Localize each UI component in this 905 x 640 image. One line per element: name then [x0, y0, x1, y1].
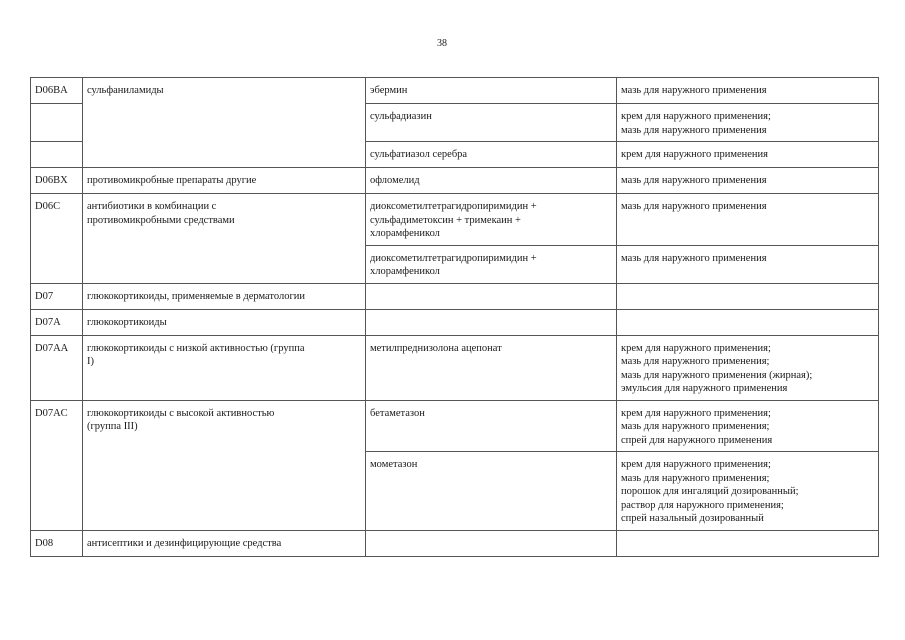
page-number: 38 — [437, 38, 447, 49]
forms-cell: крем для наружного применения; мазь для наружного применения; порошок для ингаляций дозированный; раствор для наружного применения; спрей назальный дозированный — [617, 452, 879, 531]
drug-cell — [366, 530, 617, 556]
forms-cell — [617, 530, 879, 556]
group-cell: глюкокортикоиды с высокой активностью (группа III) — [83, 400, 366, 530]
drug-cell: бетаметазон — [366, 400, 617, 452]
forms-cell: крем для наружного применения; мазь для наружного применения; спрей для наружного применения — [617, 400, 879, 452]
forms-cell: мазь для наружного применения — [617, 194, 879, 246]
forms-cell: крем для наружного применения; мазь для наружного применения — [617, 104, 879, 142]
drug-cell — [366, 283, 617, 309]
group-cell: антибиотики в комбинации с противомикробными средствами — [83, 194, 366, 284]
drug-cell: диоксометилтетрагидропиримидин + хлорамфеникол — [366, 245, 617, 283]
drug-cell: офломелид — [366, 168, 617, 194]
table-row — [31, 530, 879, 556]
atc-code-cell: D07AC — [31, 400, 83, 530]
group-cell: сульфаниламиды — [83, 78, 366, 168]
atc-code-cell: D07A — [31, 309, 83, 335]
drug-cell — [366, 309, 617, 335]
atc-code-cell: D07 — [31, 283, 83, 309]
forms-cell: мазь для наружного применения — [617, 78, 879, 104]
group-cell: глюкокортикоиды — [83, 309, 366, 335]
drug-cell: метилпреднизолона ацепонат — [366, 335, 617, 400]
group-cell: противомикробные препараты другие — [83, 168, 366, 194]
table-row — [31, 335, 879, 400]
group-cell: глюкокортикоиды с низкой активностью (группа I) — [83, 335, 366, 400]
drug-cell: мометазон — [366, 452, 617, 531]
atc-code-cell: D06BX — [31, 168, 83, 194]
forms-cell — [617, 309, 879, 335]
forms-cell: мазь для наружного применения — [617, 245, 879, 283]
atc-code-cell: D07AA — [31, 335, 83, 400]
forms-cell — [617, 283, 879, 309]
drug-table — [30, 77, 879, 557]
table-row — [31, 400, 879, 452]
forms-cell: мазь для наружного применения — [617, 168, 879, 194]
table-row — [31, 78, 879, 104]
atc-code-cell — [31, 142, 83, 168]
table-row — [31, 168, 879, 194]
forms-cell: крем для наружного применения — [617, 142, 879, 168]
drug-cell: сульфадиазин — [366, 104, 617, 142]
drug-cell: сульфатиазол серебра — [366, 142, 617, 168]
atc-code-cell: D06BA — [31, 78, 83, 104]
atc-code-cell: D06C — [31, 194, 83, 284]
drug-cell: эбермин — [366, 78, 617, 104]
forms-cell: крем для наружного применения; мазь для наружного применения; мазь для наружного применения (жирная); эмульсия для наружного применения — [617, 335, 879, 400]
table-row — [31, 283, 879, 309]
group-cell: глюкокортикоиды, применяемые в дерматологии — [83, 283, 366, 309]
atc-code-cell — [31, 104, 83, 142]
group-cell: антисептики и дезинфицирующие средства — [83, 530, 366, 556]
atc-code-cell: D08 — [31, 530, 83, 556]
drug-cell: диоксометилтетрагидропиримидин + сульфадиметоксин + тримекаин + хлорамфеникол — [366, 194, 617, 246]
table-row — [31, 194, 879, 246]
table-row — [31, 309, 879, 335]
